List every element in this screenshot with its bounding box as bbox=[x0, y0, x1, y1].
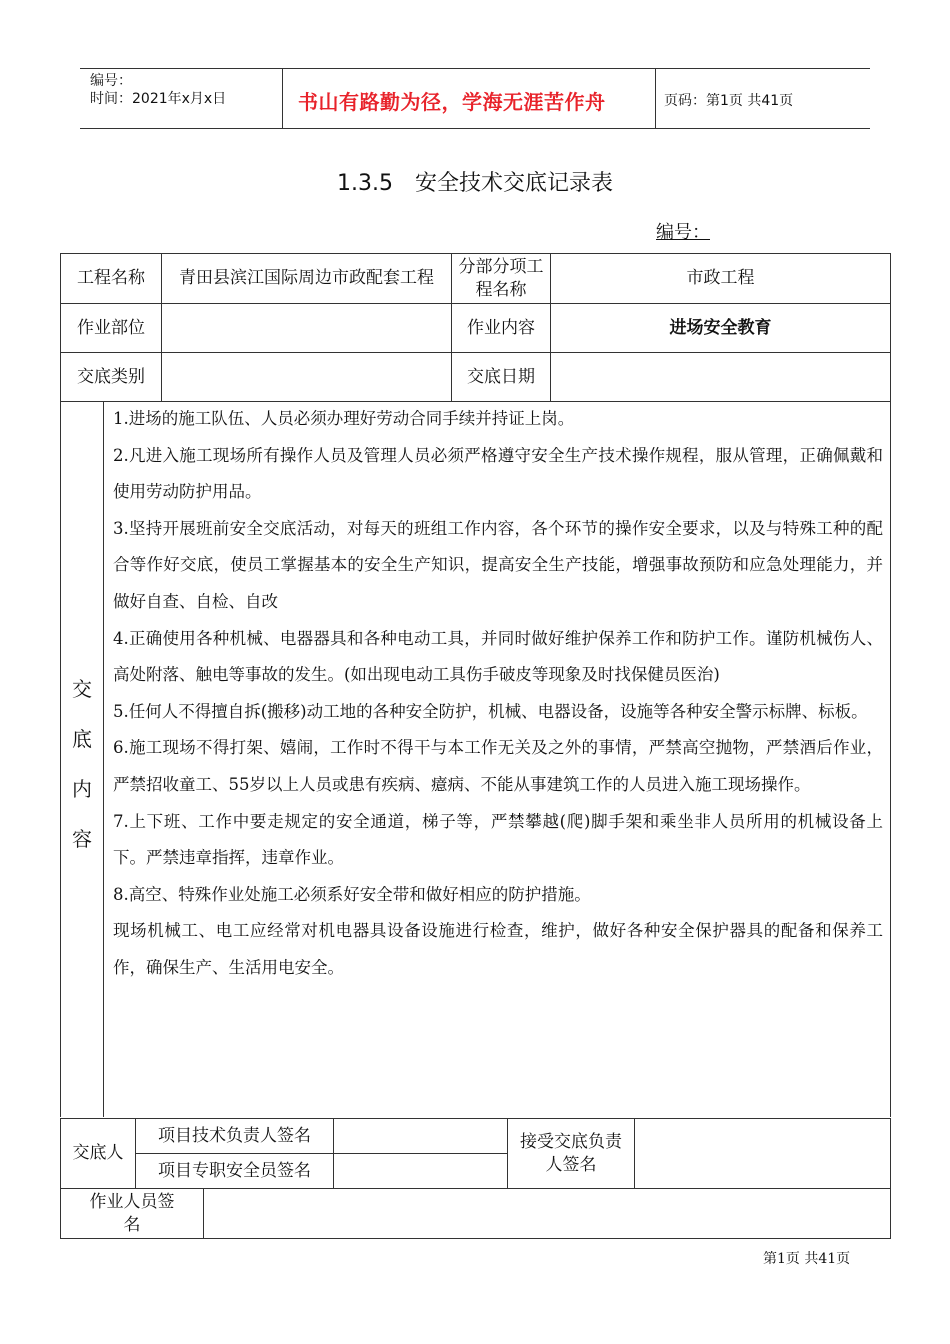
content-paragraph-4: 4.正确使用各种机械、电器器具和各种电动工具，并同时做好维护保养工作和防护工作。谨防机械伤人、高处附落、触电等事故的发生。(如出现电动工具伤手破皮等现象及时找保健员医治) bbox=[113, 628, 883, 685]
content-label-char-4: 容 bbox=[72, 827, 92, 851]
work-content-value: 进场安全教育 bbox=[551, 304, 891, 353]
sub-project-label: 分部分项工程名称 bbox=[452, 254, 551, 304]
content-paragraph-6: 6.施工现场不得打架、嬉闹，工作时不得干与本工作无关及之外的事情，严禁高空抛物，严禁酒后作业，严禁招收童工、55岁以上人员或患有疾病、癔病、不能从事建筑工作的人员进入施工现场操作。 bbox=[113, 738, 883, 794]
doc-number-label: 编号： bbox=[656, 222, 710, 243]
header-page-label: 页码：第1页 共41页 bbox=[664, 93, 794, 109]
header-number-label: 编号： bbox=[90, 73, 132, 89]
tech-leader-label: 项目技术负责人签名 bbox=[136, 1119, 334, 1154]
content-paragraph-5: 5.任何人不得擅自拆(搬移)动工地的各种安全防护，机械、电器设备，设施等各种安全警示标牌、标板。 bbox=[113, 701, 868, 721]
safety-officer-label: 项目专职安全员签名 bbox=[136, 1154, 334, 1189]
header-bottom-line bbox=[80, 128, 870, 129]
page-title: 1.3.5 安全技术交底记录表 bbox=[337, 171, 613, 196]
content-paragraph-3: 3.坚持开展班前安全交底活动，对每天的班组工作内容，各个环节的操作安全要求，以及与特殊工种的配合等作好交底，使员工掌握基本的安全生产知识，提高安全生产技能，增强事故预防和应急处理能力，并做好自查、自检、自改 bbox=[113, 518, 883, 611]
content-label-column bbox=[61, 401, 104, 1117]
sub-project-value: 市政工程 bbox=[551, 254, 891, 304]
header-time-label: 时间：2021年x月x日 bbox=[90, 91, 227, 107]
content-text bbox=[113, 401, 883, 987]
content-paragraph-9: 现场机械工、电工应经常对机电器具设备设施进行检查，维护，做好各种安全保护器具的配备和保养工作，确保生产、生活用电安全。 bbox=[113, 921, 883, 977]
signature-table bbox=[60, 1118, 891, 1239]
work-location-value bbox=[162, 304, 452, 353]
project-name-value: 青田县滨江国际周边市政配套工程 bbox=[162, 254, 452, 304]
date-label: 交底日期 bbox=[452, 353, 551, 402]
project-name-label: 工程名称 bbox=[61, 254, 162, 304]
safety-officer-signature[interactable] bbox=[334, 1154, 508, 1189]
page-footer: 第1页 共41页 bbox=[763, 1251, 851, 1267]
header-divider-1 bbox=[282, 68, 283, 128]
work-content-label: 作业内容 bbox=[452, 304, 551, 353]
header-divider-2 bbox=[655, 68, 656, 128]
tech-leader-signature[interactable] bbox=[334, 1119, 508, 1154]
type-label: 交底类别 bbox=[61, 353, 162, 402]
discloser-label: 交底人 bbox=[61, 1119, 136, 1189]
workers-signature[interactable] bbox=[204, 1189, 891, 1239]
receiver-signature[interactable] bbox=[635, 1119, 891, 1189]
receiver-label: 接受交底负责人签名 bbox=[508, 1119, 635, 1189]
content-paragraph-2: 2.凡进入施工现场所有操作人员及管理人员必须严格遵守安全生产技术操作规程，服从管理，正确佩戴和使用劳动防护用品。 bbox=[113, 445, 883, 502]
content-paragraph-7: 7.上下班、工作中要走规定的安全通道，梯子等，严禁攀越(爬)脚手架和乘坐非人员所用的机械设备上下。严禁违章指挥，违章作业。 bbox=[113, 811, 883, 868]
content-label-char-2: 底 bbox=[72, 727, 92, 751]
type-value bbox=[162, 353, 452, 402]
content-paragraph-8: 8.高空、特殊作业处施工必须系好安全带和做好相应的防护措施。 bbox=[113, 884, 591, 904]
info-table bbox=[60, 253, 891, 402]
date-value bbox=[551, 353, 891, 402]
content-paragraph-1: 1.进场的施工队伍、人员必须办理好劳动合同手续并持证上岗。 bbox=[113, 409, 575, 428]
header-motto: 书山有路勤为径，学海无涯苦作舟 bbox=[298, 90, 606, 114]
workers-label: 作业人员签名 bbox=[61, 1189, 204, 1239]
work-location-label: 作业部位 bbox=[61, 304, 162, 353]
content-label-char-3: 内 bbox=[72, 777, 92, 801]
content-section bbox=[60, 401, 891, 1117]
header-top-line bbox=[80, 68, 870, 69]
content-label-char-1: 交 bbox=[72, 677, 92, 701]
